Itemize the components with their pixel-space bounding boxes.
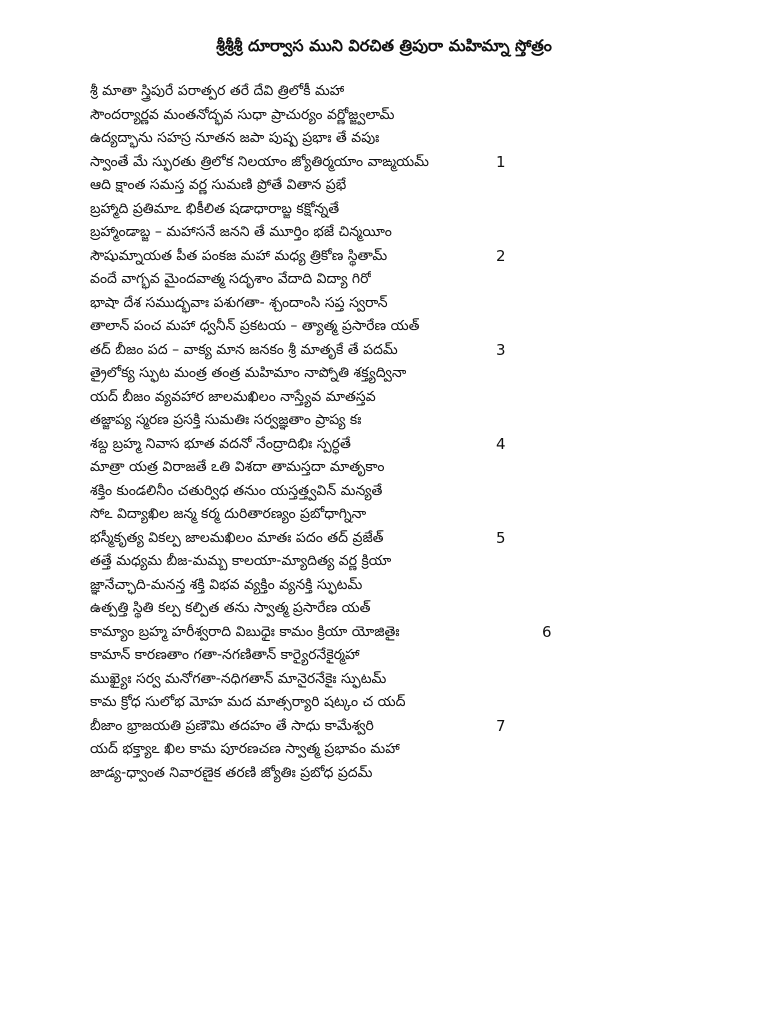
verse-line-text: జ్ఞానేచ్ఛాది-మనన్త శక్తి విభవ వ్యక్తిం వ్యనక్తి స్ఫుటమ్ [90,576,363,593]
verse-line [0,151,768,175]
verse-line-text: సౌందర్యార్ణవ మంతనోద్భవ సుధా ప్రాచుర్యం వర్ణోజ్జ్వలామ్ [90,106,395,123]
verse-line-text: శ్రీ మాతా స్త్రిపురే పరాత్పర తరే దేవి త్రిలోకీ మహా [90,83,345,99]
verse-line-text: కామ క్రోధ సులోభ మోహ మద మాత్సర్యారి షట్కం చ యద్ [90,694,406,710]
verse-line [0,480,768,504]
verse-line-text: వందే వాగ్భవ మైందవాత్మ సదృశాం వేదాది విద్యా గిరో [90,271,372,287]
verse-line-text: బీజాం భ్రాజయతి ప్రణౌమి తదహం తే సాధు కామేశ్వరి [90,717,374,734]
verse-line-text: ఉద్యద్భాను సహస్ర నూతన జపా పుష్ప ప్రభాః తే వపుః [90,130,380,146]
verse-line-text: బ్రహ్మాది ప్రతిమాఽ భికీలిత షడాధారాబ్జ కక్షోన్నతే [90,200,340,217]
verse-line [0,762,768,786]
verse-line-text: శబ్ద బ్రహ్మ నివాస భూత వదనో నేంద్రాదిభిః స్పర్ధతే [90,435,351,452]
verse-line [0,198,768,222]
verse-line-text: కామాన్ కారణతాం గతా-నగణితాన్ కార్యైరనేకైర్మహా [90,647,360,663]
verse-line [0,339,768,363]
verse-number: 4 [496,434,506,453]
verse-line-text: ఉత్పత్తి స్థితి కల్ప కల్పిత తను స్వాత్మ ప్రసారేణ యత్ [90,600,371,616]
verse-line [0,362,768,386]
verse-line [0,221,768,245]
verse-line [0,691,768,715]
verse-number: 6 [542,622,552,641]
verse-line-text: తజ్జాప్య స్మరణ ప్రసక్తి సుమతిః సర్వజ్ఞతాం ప్రాప్య కః [90,412,362,428]
verse-line [0,127,768,151]
verse-line-text: తత్తే మధ్యమ బీజ-మమ్బ కాలయా-మ్యాదిత్య వర్ణ క్రియా [90,553,392,569]
verse-line [0,292,768,316]
verse-line-text: సోఽ విద్యాఖిల జన్మ కర్మ దురితారణ్యం ప్రబోధాగ్నినా [90,506,367,522]
verse-number: 3 [496,340,506,359]
verse-line [0,268,768,292]
verse-line-text: శక్తిం కుండలినీం చతుర్విధ తనుం యస్తత్త్వవిన్ మన్యతే [90,482,383,499]
verse-line [0,245,768,269]
verse-line [0,597,768,621]
verse-line [0,80,768,104]
verse-line-text: బ్రహ్మాండాబ్జ – మహాసనే జనని తే మూర్తిం భజే చిన్మయీం [90,224,392,240]
verse-line-text: ముఖ్యైః సర్వ మనోగతా-నధిగతాన్ మానైరనేకైః స్ఫుటమ్ [90,670,387,687]
verse-line-text: త్రైలోక్య స్ఫుట మంత్ర తంత్ర మహిమాం నాప్నోతి శక్త్యద్వినా [90,365,407,381]
verse-line-text: భస్మీకృత్య వికల్ప జాలమఖిలం మాతః పదం తద్ వ్రజేత్ [90,529,384,546]
verse-line-text: జాడ్య-ధ్వాంత నివారణైక తరణి జ్యోతిః ప్రబోధ ప్రదమ్ [90,764,373,781]
verse-number: 1 [496,152,506,171]
verse-line [0,550,768,574]
verse-line-text: భాషా దేశ సముద్భవాః పశుగతా- శ్చందాంసి సప్త స్వరాన్ [90,294,388,311]
verse-line [0,174,768,198]
verse-number: 2 [496,246,506,265]
verse-line [0,621,768,645]
verse-line [0,456,768,480]
verse-number: 5 [496,528,506,547]
verse-line [0,433,768,457]
verse-line [0,104,768,128]
verse-line-text: యద్ బీజం వ్యవహార జాలమఖిలం నాస్త్యేవ మాతస్తవ [90,388,376,405]
verse-line [0,315,768,339]
verse-line [0,527,768,551]
document-title: శ్రీశ్రీశ్రీ దూర్వాస ముని విరచిత త్రిపురా మహిమ్నా స్తోత్రం [216,36,552,55]
verse-line-text: తాలాన్ పంచ మహా ధ్వనీన్ ప్రకటయ – త్యాత్మ ప్రసారేణ యత్ [90,318,420,334]
verse-line-text: తద్ బీజం పద – వాక్య మాన జనకం శ్రీ మాతృకే తే పదమ్ [90,341,398,358]
verse-line-text: ఆది క్షాంత సమస్త వర్ణ సుమణి ప్రోతే వితాన ప్రభే [90,177,347,193]
verse-line [0,574,768,598]
verse-number: 7 [496,716,506,735]
verse-line-text: యద్ భక్త్యాఽ ఖిల కామ పూరణచణ స్వాత్మ ప్రభావం మహా [90,741,400,757]
verse-line-text: సౌషుమ్నాయత పీత పంకజ మహా మధ్య త్రికోణ స్థితామ్ [90,247,388,264]
verse-line [0,503,768,527]
verse-line [0,715,768,739]
verse-line [0,644,768,668]
verse-line-text: స్వాంతే మే స్ఫురతు త్రిలోక నిలయాం జ్యోతిర్మయాం వాఙ్మయమ్ [90,153,429,170]
verse-line [0,668,768,692]
verse-line [0,409,768,433]
verse-line [0,386,768,410]
verse-list [0,80,768,785]
verse-line [0,738,768,762]
verse-line-text: మాత్రా యత్ర విరాజతే ఽతి విశదా తామస్తదా మాతృకాం [90,459,385,475]
verse-line-text: కామ్యాం బ్రహ్మ హరీశ్వరాది విబుధైః కామం క్రియా యోజితైః [90,623,400,640]
